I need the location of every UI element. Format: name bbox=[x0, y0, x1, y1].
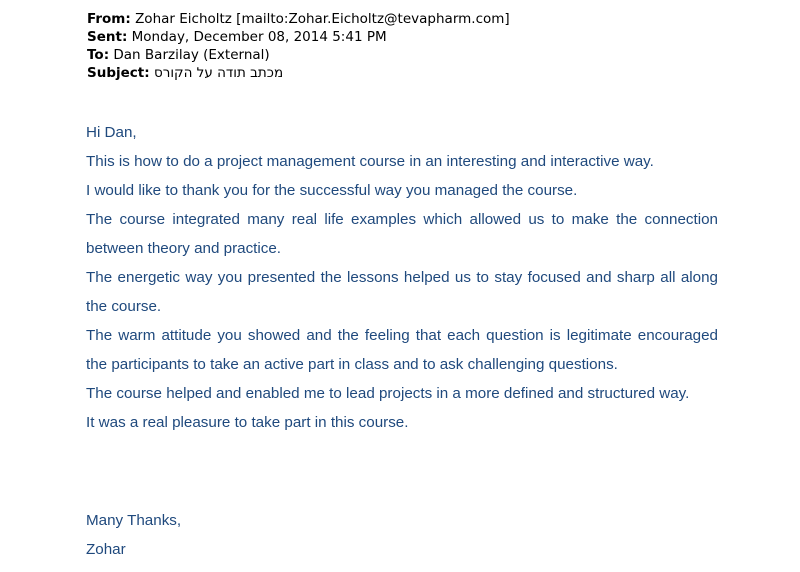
body-paragraph: It was a real pleasure to take part in this course. bbox=[86, 414, 409, 431]
subject-label: Subject: bbox=[87, 65, 150, 81]
to-row bbox=[87, 46, 510, 64]
from-value: Zohar Eicholtz [mailto:Zohar.Eicholtz@tevapharm.com] bbox=[135, 11, 510, 27]
sent-value: Monday, December 08, 2014 5:41 PM bbox=[131, 29, 387, 45]
subject-row bbox=[87, 64, 510, 82]
body-paragraph: I would like to thank you for the successful way you managed the course. bbox=[86, 182, 578, 199]
sent-label: Sent: bbox=[87, 29, 128, 45]
body-paragraph: The energetic way you presented the lessons helped us to stay focused and sharp all along the course. bbox=[86, 269, 718, 315]
sent-row bbox=[87, 28, 510, 46]
greeting: Hi Dan, bbox=[86, 124, 137, 141]
email-closing bbox=[86, 506, 181, 564]
to-label: To: bbox=[87, 47, 110, 63]
body-paragraph: The course helped and enabled me to lead projects in a more defined and structured way. bbox=[86, 385, 690, 402]
body-paragraph: The warm attitude you showed and the feeling that each question is legitimate encouraged the participants to take an active part in class and to ask challenging questions. bbox=[86, 327, 718, 373]
from-label: From: bbox=[87, 11, 131, 27]
body-paragraph: This is how to do a project management course in an interesting and interactive way. bbox=[86, 153, 654, 170]
body-paragraph: The course integrated many real life examples which allowed us to make the connection between theory and practice. bbox=[86, 211, 718, 257]
to-value: Dan Barzilay (External) bbox=[113, 47, 270, 63]
closing-thanks: Many Thanks, bbox=[86, 512, 182, 529]
subject-value: מכתב תודה על הקורס bbox=[153, 65, 284, 81]
email-body bbox=[86, 118, 718, 437]
email-header bbox=[87, 10, 510, 82]
signature: Zohar bbox=[86, 541, 126, 558]
from-row bbox=[87, 10, 510, 28]
